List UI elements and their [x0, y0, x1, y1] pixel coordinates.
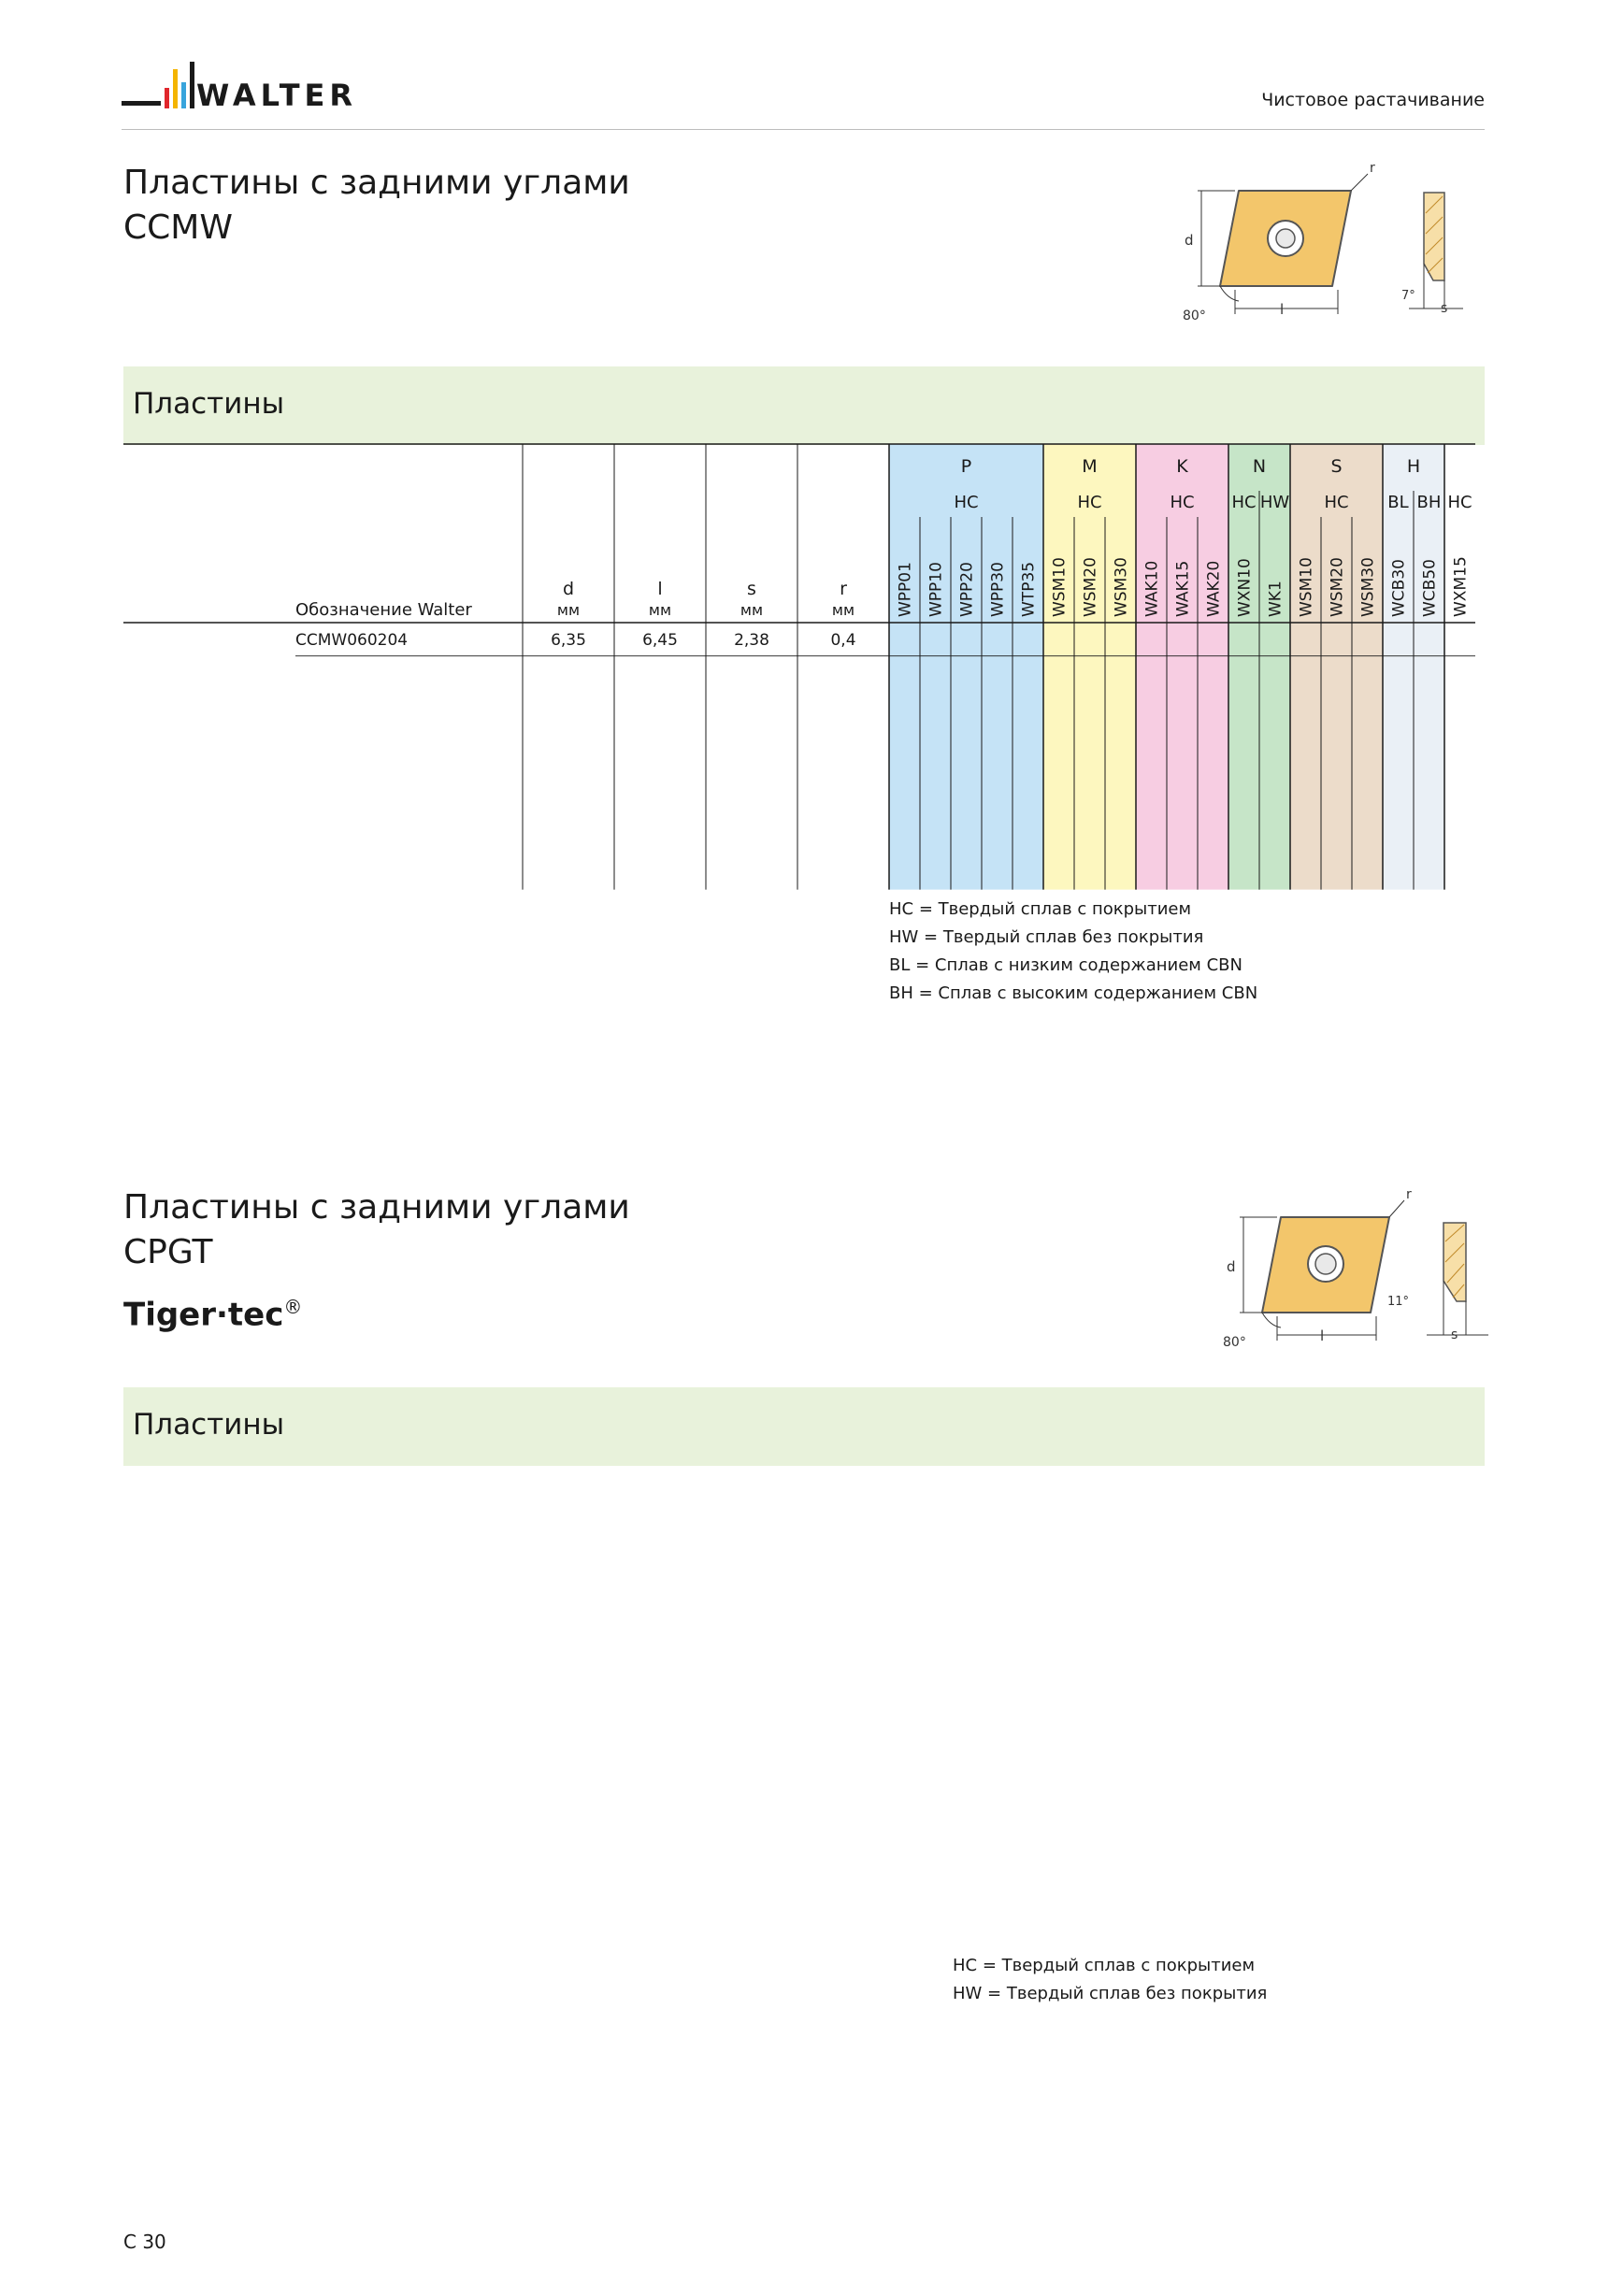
walter-logo-text: WALTER	[196, 78, 358, 113]
cpgt-legend	[953, 1952, 1267, 2008]
material-subgroup-label: HC	[1077, 493, 1102, 512]
grade-label: WAK20	[1204, 560, 1224, 617]
dimension-symbol: l	[657, 579, 663, 599]
material-subgroup-label: BH	[1416, 493, 1442, 512]
grade-label: WPP30	[988, 562, 1008, 617]
grade-label: WSM10	[1297, 557, 1316, 617]
grade-label: WCB30	[1389, 559, 1409, 617]
section-note: Чистовое растачивание	[1261, 90, 1485, 110]
svg-text:l: l	[1280, 301, 1285, 318]
svg-text:r: r	[1370, 161, 1375, 176]
insert-designation: CCMW060204	[295, 630, 409, 650]
cpgt-title-line2: CPGT	[123, 1233, 213, 1271]
legend-item: HC = Твердый сплав с покрытием	[953, 1956, 1256, 1975]
svg-text:7°: 7°	[1401, 289, 1415, 303]
grade-label: WXN10	[1235, 558, 1255, 617]
designation-header: Обозначение Walter	[295, 600, 472, 620]
material-group-letter: H	[1406, 456, 1421, 477]
grade-label: WSM30	[1112, 557, 1131, 617]
grade-label: WAK15	[1173, 560, 1193, 617]
material-subgroup-label: HW	[1259, 493, 1290, 512]
legend-item: BH = Сплав с высоким содержанием CBN	[889, 983, 1258, 1003]
dimension-symbol: r	[840, 579, 847, 599]
legend-item: BL = Сплав с низким содержанием CBN	[889, 955, 1242, 975]
svg-text:80°: 80°	[1223, 1335, 1246, 1350]
svg-text:s: s	[1451, 1327, 1458, 1342]
ccmw-title-line2: CCMW	[123, 208, 233, 247]
material-group-letter: N	[1252, 456, 1267, 477]
grade-label: WSM30	[1358, 557, 1378, 617]
legend-item: HW = Твердый сплав без покрытия	[889, 927, 1204, 947]
svg-text:l: l	[1320, 1327, 1325, 1344]
material-subgroup-label: BL	[1387, 493, 1409, 512]
grade-label: WSM10	[1050, 557, 1070, 617]
material-group-letter: S	[1330, 456, 1343, 477]
material-group-letter: P	[960, 456, 972, 477]
grade-label: WXM15	[1451, 556, 1471, 617]
material-subgroup-label: HC	[1324, 493, 1349, 512]
dimension-unit: мм	[831, 601, 855, 619]
dimension-value: 2,38	[734, 630, 769, 650]
ccmw-band-label: Пластины	[133, 387, 285, 421]
dimension-unit: мм	[556, 601, 581, 619]
page-number: C 30	[123, 2231, 166, 2253]
material-subgroup-label: HC	[1447, 493, 1472, 512]
legend-item: HC = Твердый сплав с покрытием	[889, 899, 1192, 919]
ccmw-title-line1: Пластины с задними углами	[123, 164, 630, 202]
material-subgroup-label: HC	[1170, 493, 1195, 512]
svg-text:s: s	[1441, 301, 1448, 316]
grade-label: WK1	[1266, 581, 1285, 617]
tiger-tec-brand: Tiger·tec®	[123, 1296, 303, 1334]
dimension-value: 6,45	[642, 630, 678, 650]
grade-label: WPP01	[896, 562, 915, 617]
material-subgroup-label: HC	[954, 493, 979, 512]
cpgt-title-line1: Пластины с задними углами	[123, 1188, 630, 1227]
grade-label: WTP35	[1019, 561, 1039, 617]
dimension-symbol: s	[747, 579, 756, 599]
grade-label: WSM20	[1081, 557, 1100, 617]
grade-label: WAK10	[1142, 560, 1162, 617]
dimension-symbol: d	[562, 579, 575, 599]
dimension-value: 6,35	[551, 630, 586, 650]
material-group-letter: M	[1082, 456, 1098, 477]
grade-label: WPP10	[926, 562, 946, 617]
dimension-unit: мм	[740, 601, 764, 619]
svg-text:d: d	[1185, 232, 1194, 249]
grade-label: WSM20	[1328, 557, 1347, 617]
svg-text:d: d	[1227, 1258, 1236, 1275]
grade-label: WCB50	[1420, 559, 1440, 617]
svg-text:r: r	[1406, 1187, 1412, 1202]
grade-label: WPP20	[957, 562, 977, 617]
material-group-letter: K	[1176, 456, 1188, 477]
svg-text:11°: 11°	[1387, 1295, 1410, 1309]
svg-text:80°: 80°	[1183, 309, 1206, 323]
cpgt-band-label: Пластины	[133, 1408, 285, 1442]
dimension-unit: мм	[648, 601, 672, 619]
material-subgroup-label: HC	[1231, 493, 1257, 512]
dimension-value: 0,4	[830, 630, 856, 650]
legend-item: HW = Твердый сплав без покрытия	[953, 1984, 1268, 2003]
